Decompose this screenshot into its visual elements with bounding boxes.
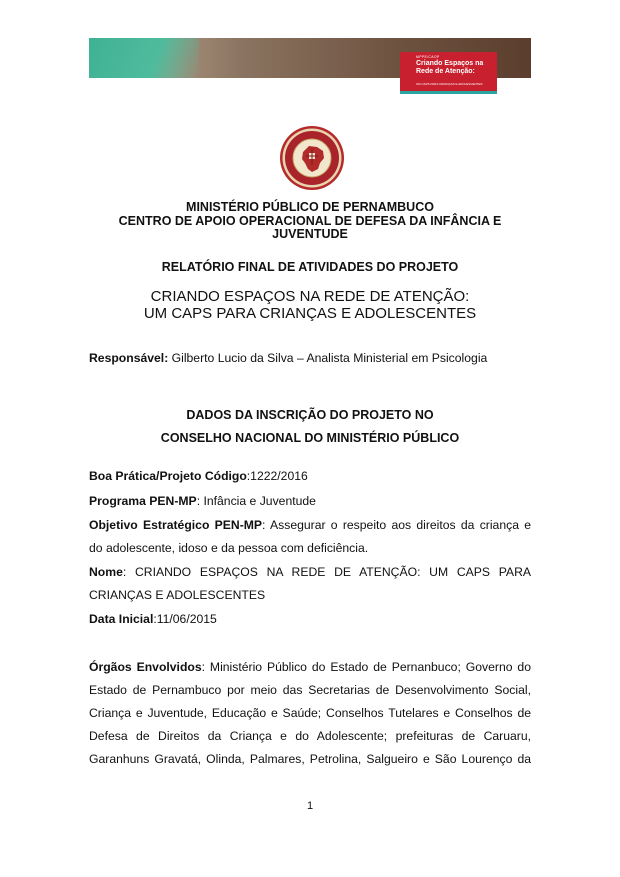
header-banner-accent [89,38,199,78]
registration-heading [89,404,531,450]
field-data-value: :11/06/2015 [153,612,217,626]
responsible-line [89,351,531,365]
responsible-value: Gilberto Lucio da Silva – Analista Ministerial em Psicologia [168,351,488,365]
field-nome [89,561,531,584]
institution-header [89,201,531,242]
mppe-seal-logo [279,125,345,191]
registration-heading-line-1: DADOS DA INSCRIÇÃO DO PROJETO NO [186,408,434,422]
field-orgaos-line-3: Criança e Juventude, Educação e Saúde; Conselhos Tutelares e Conselhos de [89,706,531,720]
badge-title: Criando Espaços na Rede de Atenção: [416,60,484,75]
field-orgaos-label: Órgãos Envolvidos [89,660,202,674]
field-objetivo [89,514,531,537]
field-codigo-label: Boa Prática/Projeto Código [89,469,247,483]
header-line-3: JUVENTUDE [272,227,348,241]
field-orgaos [89,656,531,679]
responsible-label: Responsável: [89,351,169,365]
field-data-inicial [89,608,531,631]
project-title-line-1: CRIANDO ESPAÇOS NA REDE DE ATENÇÃO: [150,288,470,305]
field-programa-value: : Infância e Juventude [196,494,316,508]
header-line-2: CENTRO DE APOIO OPERACIONAL DE DEFESA DA INFÂNCIA E [118,213,502,228]
project-badge [400,52,497,94]
field-programa [89,490,531,513]
field-orgaos-line-4: Defesa de Direitos da Criança e do Adolescente; prefeituras de Caruaru, [89,729,531,743]
field-codigo-value: :1222/2016 [246,469,308,483]
field-objetivo-cont: do adolescente, idoso e da pessoa com deficiência. [89,541,369,555]
field-programa-label: Programa PEN-MP [89,494,197,508]
badge-small-text: MPPE/CAOP [416,55,440,59]
field-objetivo-label: Objetivo Estratégico PEN-MP [89,518,263,532]
badge-subtitle: UM CAPS PARA CRIANÇAS E ADOLESCENTES [416,82,483,86]
header-line-1: MINISTÉRIO PÚBLICO DE PERNAMBUCO [186,200,434,214]
field-orgaos-line-2: Estado de Pernambuco por meio das Secretarias de Desenvolvimento Social, [89,683,531,697]
field-codigo [89,465,531,488]
field-objetivo-value: : Assegurar o respeito aos direitos da criança e [262,518,532,532]
field-orgaos-line-5: Garanhuns Gravatá, Olinda, Palmares, Petrolina, Salgueiro e São Lourenço da [89,752,531,766]
field-nome-cont: CRIANÇAS E ADOLESCENTES [89,588,266,602]
project-title-line-2: UM CAPS PARA CRIANÇAS E ADOLESCENTES [143,305,477,322]
field-nome-value: : CRIANDO ESPAÇOS NA REDE DE ATENÇÃO: UM CAPS PARA [122,565,531,579]
field-orgaos-value: : Ministério Público do Estado de Pernanbuco; Governo do [201,660,531,674]
project-title [89,288,531,322]
badge-stripe [400,91,497,94]
field-data-label: Data Inicial [89,612,154,626]
registration-heading-line-2: CONSELHO NACIONAL DO MINISTÉRIO PÚBLICO [160,431,460,445]
field-nome-label: Nome [89,565,123,579]
page-number: 1 [306,800,314,812]
report-title: RELATÓRIO FINAL DE ATIVIDADES DO PROJETO [161,260,459,274]
